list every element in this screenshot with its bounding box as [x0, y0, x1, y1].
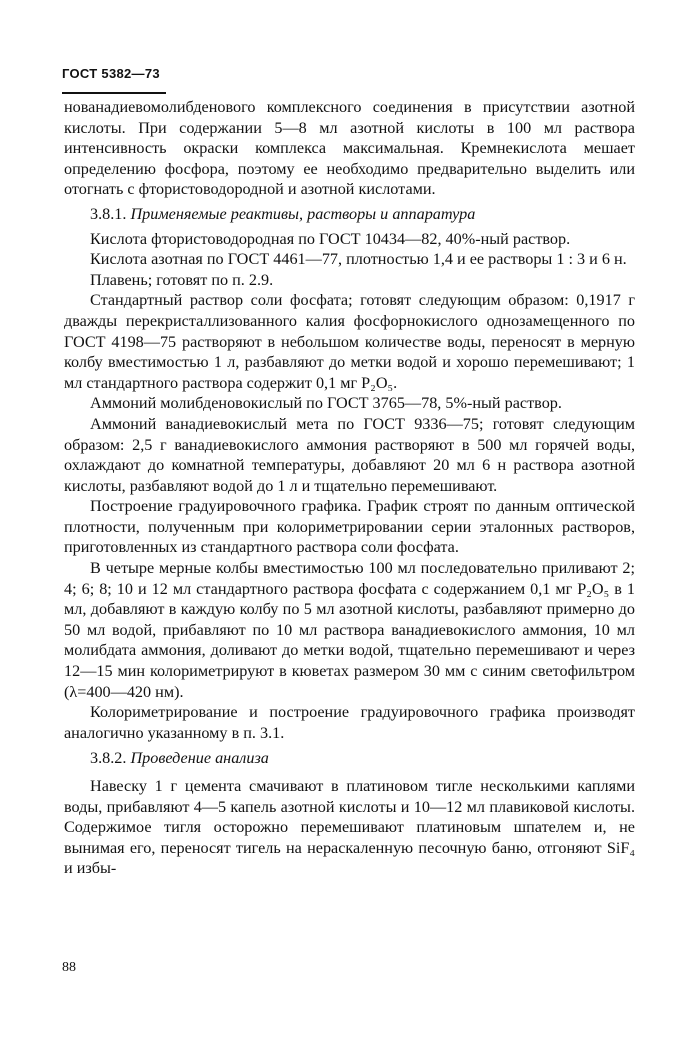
- body-text: [64, 97, 635, 881]
- section-number: 3.8.2.: [90, 749, 131, 768]
- section-title: Применяемые реактивы, растворы и аппаратура: [130, 204, 476, 223]
- paragraph-calibration-graph: Построение градуировочного графика. График строят по данным оптической плотности, полученным при колориметрировании серии эталонных растворов, приготовленных из стандартного раствора соли фосфата.: [64, 497, 635, 557]
- page-number: 88: [62, 960, 76, 975]
- paragraph-hf-acid: Кислота фтористоводородная по ГОСТ 10434—82, 40%-ный раствор.: [90, 229, 571, 248]
- section-heading-3-8-2: [64, 748, 635, 769]
- paragraph-flux: Плавень; готовят по п. 2.9.: [90, 270, 274, 289]
- paragraph-intro: нованадиевомолибденового комплексного соединения в присутствии азотной кислоты. При содержании 5—8 мл азотной кислоты в 100 мл раствора интенсивность окраски комплекса максимальная. Кремнекислота мешает определению фосфора, поэтому ее необходимо предварительно выделить или отогнать с фтористоводородной и азотной кислотами.: [64, 98, 635, 199]
- running-header: ГОСТ 5382—73: [62, 66, 160, 81]
- paragraph-colorimetry: Колориметрирование и построение градуировочного графика производят аналогично указанному в п. 3.1.: [64, 703, 635, 742]
- section-title: Проведение анализа: [130, 749, 269, 768]
- header-rule: [62, 92, 166, 94]
- paragraph-analysis: Навеску 1 г цемента смачивают в платиновом тигле несколькими каплями воды, прибавляют 4—5 капель азотной кислоты и 10—12 мл плавиковой кислоты. Содержимое тигля осторожно перемешивают платиновым шпателем и, не вынимая его, переносят тигель на нераскаленную песочную баню, отгоняют SiF₄ и избы-: [64, 777, 635, 878]
- section-number: 3.8.1.: [90, 204, 131, 223]
- section-heading-3-8-1: [64, 204, 635, 225]
- paragraph-ammonium-vanadate: Аммоний ванадиевокислый мета по ГОСТ 9336—75; готовят следующим образом: 2,5 г ванадиевокислого аммония растворяют в 500 мл горячей воды, охлаждают до комнатной температуры, добавляют 20 мл 6 н раствора азотной кислоты, разбавляют водой до 1 л и тщательно перемешивают.: [64, 414, 635, 495]
- paragraph-ammonium-molybdate: Аммоний молибденовокислый по ГОСТ 3765—78, 5%-ный раствор.: [90, 394, 562, 413]
- paragraph-nitric-acid: Кислота азотная по ГОСТ 4461—77, плотностью 1,4 и ее растворы 1 : 3 и 6 н.: [90, 250, 627, 269]
- paragraph-standard-solution: Стандартный раствор соли фосфата; готовят следующим образом: 0,1917 г дважды перекристаллизованного калия фосфорнокислого однозамещенного по ГОСТ 4198—75 растворяют в небольшом количестве воды, переносят в мерную колбу вместимостью 1 л, разбавляют до метки водой и хорошо перемешивают; 1 мл стандартного раствора содержит 0,1 мг P₂O₅.: [64, 291, 635, 392]
- paragraph-flasks: В четыре мерные колбы вместимостью 100 мл последовательно приливают 2; 4; 6; 8; 10 и 12 мл стандартного раствора фосфата с содержанием 0,1 мг P₂O₅ в 1 мл, добавляют в каждую колбу по 5 мл азотной кислоты, разбавляют примерно до 50 мл водой, прибавляют по 10 мл раствора ванадиевокислого аммония, 10 мл молибдата аммония, доливают до метки водой, тщательно перемешивают и через 12—15 мин колориметрируют в кюветах размером 30 мм с синим светофильтром (λ=400—420 нм).: [64, 559, 635, 701]
